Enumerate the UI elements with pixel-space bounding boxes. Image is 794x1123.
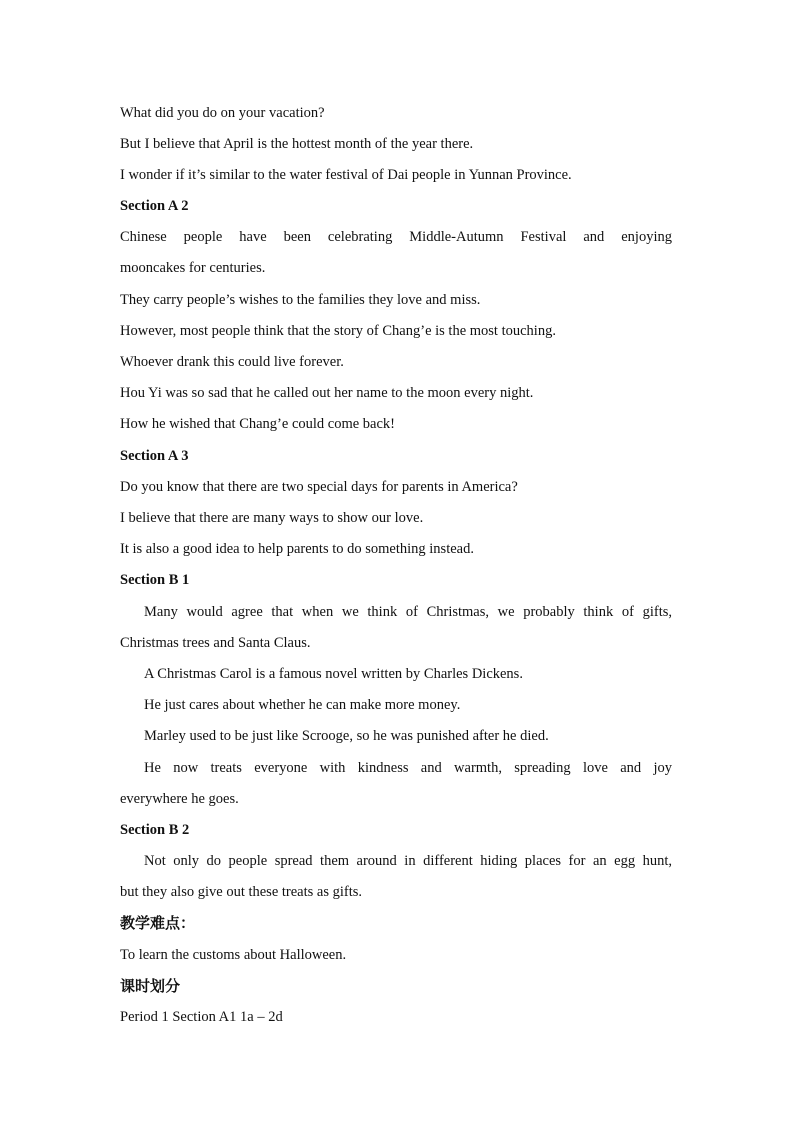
text-line: It is also a good idea to help parents to do something instead. bbox=[120, 541, 474, 557]
text-line: mooncakes for centuries. bbox=[120, 260, 266, 276]
section-heading: Section B 2 bbox=[120, 822, 190, 838]
text-line: Marley used to be just like Scrooge, so he was punished after he died. bbox=[144, 728, 549, 744]
text-line: How he wished that Chang’e could come back! bbox=[120, 416, 396, 432]
section-heading: Section B 1 bbox=[120, 572, 190, 588]
section-heading: Section A 3 bbox=[120, 448, 189, 464]
text-line: But I believe that April is the hottest month of the year there. bbox=[120, 136, 474, 152]
text-line: What did you do on your vacation? bbox=[120, 105, 325, 121]
text-line: I wonder if it’s similar to the water festival of Dai people in Yunnan Province. bbox=[120, 167, 572, 183]
text-line: Many would agree that when we think of Christmas, we probably think of gifts, bbox=[144, 604, 672, 620]
text-line: Period 1 Section A1 1a – 2d bbox=[120, 1009, 283, 1025]
text-line: To learn the customs about Halloween. bbox=[120, 947, 347, 963]
text-line: but they also give out these treats as gifts. bbox=[120, 884, 363, 900]
text-line: Whoever drank this could live forever. bbox=[120, 354, 344, 370]
text-line: He just cares about whether he can make more money. bbox=[144, 697, 461, 713]
section-heading-cjk: 教学难点： bbox=[120, 914, 196, 932]
text-line: A Christmas Carol is a famous novel written by Charles Dickens. bbox=[144, 666, 523, 682]
text-line: He now treats everyone with kindness and warmth, spreading love and joy bbox=[144, 760, 672, 776]
text-line: Chinese people have been celebrating Middle-Autumn Festival and enjoying bbox=[120, 229, 672, 245]
section-heading: Section A 2 bbox=[120, 198, 189, 214]
text-line: Hou Yi was so sad that he called out her name to the moon every night. bbox=[120, 385, 534, 401]
text-line: However, most people think that the story of Chang’e is the most touching. bbox=[120, 323, 556, 339]
text-line: I believe that there are many ways to show our love. bbox=[120, 510, 424, 526]
text-line: They carry people’s wishes to the families they love and miss. bbox=[120, 292, 481, 308]
text-line: Not only do people spread them around in different hiding places for an egg hunt, bbox=[144, 853, 672, 869]
text-line: Christmas trees and Santa Claus. bbox=[120, 635, 311, 651]
text-line: Do you know that there are two special days for parents in America? bbox=[120, 479, 518, 495]
section-heading-cjk: 课时划分 bbox=[120, 977, 181, 995]
text-line: everywhere he goes. bbox=[120, 791, 239, 807]
